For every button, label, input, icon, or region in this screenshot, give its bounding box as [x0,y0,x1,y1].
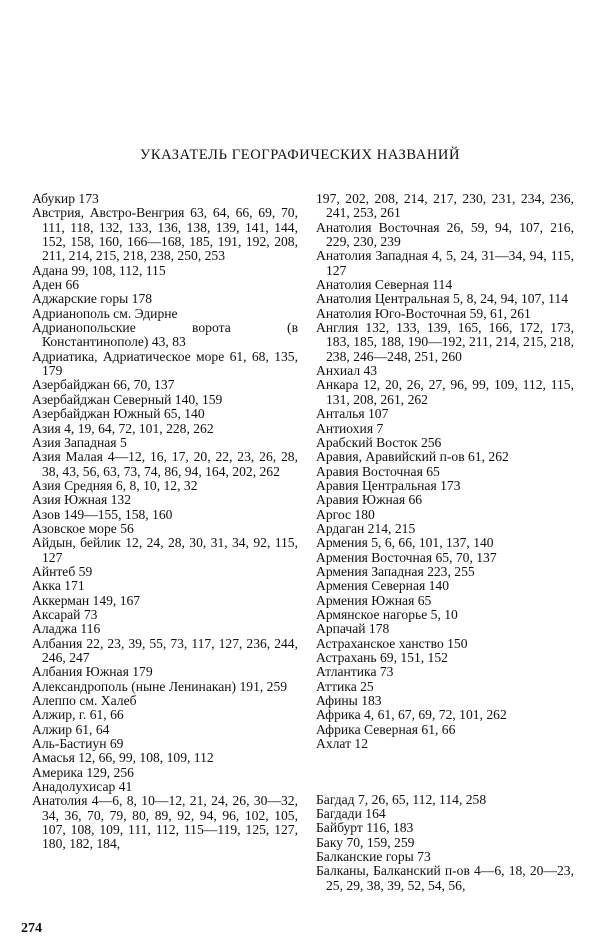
index-entry: Англия 132, 133, 139, 165, 166, 172, 173, 183, 185, 188, 190—192, 211, 214, 215, 218, 238, 246—248, 251, 260 [316,320,574,364]
index-entry: Аккерман 149, 167 [32,592,141,608]
index-entry: Албания 22, 23, 39, 55, 73, 117, 127, 236, 244, 246, 247 [32,635,298,665]
index-entry: Баку 70, 159, 259 [316,834,415,850]
index-entry: Аравия Южная 66 [316,492,423,508]
index-entry: Анадолухисар 41 [32,779,133,795]
index-entry: Астрахань 69, 151, 152 [316,650,448,665]
index-entry: Адриатика, Адриатическое море 61, 68, 135, 179 [32,348,298,379]
index-entry: Азия Малая 4—12, 16, 17, 20, 22, 23, 26, 28, 38, 43, 56, 63, 73, 74, 86, 94, 164, 202, 262 [32,449,298,479]
index-entry: Астраханское ханство 150 [316,635,468,651]
index-entry: Армения Восточная 65, 70, 137 [316,549,497,565]
index-entry: Алеппо см. Халеб [32,693,137,709]
index-entry: Аравия Восточная 65 [316,463,440,479]
index-entry: Анталья 107 [316,406,389,422]
index-entry: Анхиал 43 [316,363,378,379]
index-entry: Аден 66 [32,277,80,293]
index-entry: Анатолия Восточная 26, 59, 94, 107, 216, 229, 230, 239 [316,219,574,250]
index-entry: Айнтеб 59 [32,563,93,579]
index-entry: Балканские горы 73 [316,848,431,864]
index-entry: Австрия, Австро-Венгрия 63, 64, 66, 69, 70, 111, 118, 132, 133, 136, 138, 139, 141, 144, 152, 158, 160, 166—168, 185, 191, 192, 208, 211, 214, 215, 218, 238, 250, 253 [32,205,298,264]
index-entry: Армения 5, 6, 66, 101, 137, 140 [316,535,494,551]
index-entry: Аравия, Аравийский п-ов 61, 262 [316,449,509,465]
index-entry: Азербайджан 66, 70, 137 [32,377,175,393]
index-column-right [316,192,574,893]
index-entry: Багдад 7, 26, 65, 112, 114, 258 [316,791,487,807]
index-entry: Армения Южная 65 [316,592,432,608]
index-entry: Азербайджан Южный 65, 140 [32,406,205,422]
page-number: 274 [21,921,42,936]
index-entry: Аксарай 73 [32,606,98,622]
index-entry: Байбурт 116, 183 [316,820,414,836]
index-entry: Анкара 12, 20, 26, 27, 96, 99, 109, 112, 115, 131, 208, 261, 262 [316,377,574,407]
index-entry: 197, 202, 208, 214, 217, 230, 231, 234, 236, 241, 253, 261 [316,191,574,221]
index-entry: Азербайджан Северный 140, 159 [32,391,223,407]
index-entry: Армения Северная 140 [316,578,450,594]
index-entry: Азов 149—155, 158, 160 [32,506,173,522]
page-title: УКАЗАТЕЛЬ ГЕОГРАФИЧЕСКИХ НАЗВАНИЙ [139,147,461,163]
index-entry: Алжир 61, 64 [32,721,110,737]
index-entry: Анатолия Юго-Восточная 59, 61, 261 [316,305,531,321]
index-entry: Аджарские горы 178 [32,291,153,307]
index-entry: Албания Южная 179 [32,664,153,680]
index-column-left [32,192,298,852]
index-entry: Александрополь (ныне Ленинакан) 191, 259 [32,678,288,694]
index-entry: Анатолия Северная 114 [316,277,453,293]
index-entry: Анатолия Западная 4, 5, 24, 31—34, 94, 115, 127 [316,248,574,278]
index-entry: Армения Западная 223, 255 [316,563,475,579]
index-entry: Америка 129, 256 [32,764,134,780]
index-entry: Адана 99, 108, 112, 115 [32,262,166,278]
index-entry: Адрианопольские ворота (в Константинополе) 43, 83 [32,320,298,350]
index-entry: Адрианополь см. Эдирне [32,305,178,321]
index-entry: Афины 183 [316,693,382,709]
index-entry: Багдади 164 [316,805,386,821]
index-entry: Азия Южная 132 [32,492,131,508]
index-entry: Атлантика 73 [316,664,394,680]
index-entry: Аль-Бастиун 69 [32,736,124,752]
index-entry: Арпачай 178 [316,621,390,637]
index-entry: Азия 4, 19, 64, 72, 101, 228, 262 [32,420,214,436]
index-entry: Акка 171 [32,578,85,594]
index-entry: Армянское нагорье 5, 10 [316,606,458,622]
index-entry: Аравия Центральная 173 [316,477,461,493]
index-entry: Африка 4, 61, 67, 69, 72, 101, 262 [316,707,507,723]
index-entry: Алжир, г. 61, 66 [32,707,124,723]
index-entry: Аттика 25 [316,678,374,694]
index-entry: Ахлат 12 [316,736,369,752]
index-entry: Азия Западная 5 [32,434,127,450]
index-entry: Арабский Восток 256 [316,434,442,450]
index-entry: Аладжа 116 [32,621,101,637]
index-gap [316,765,574,779]
index-entry: Балканы, Балканский п-ов 4—6, 18, 20—23, 25, 29, 38, 39, 52, 54, 56, [316,863,574,893]
index-entry: Анатолия Центральная 5, 8, 24, 94, 107, 114 [316,291,569,307]
index-entry: Анатолия 4—6, 8, 10—12, 21, 24, 26, 30—32, 34, 36, 70, 79, 80, 89, 92, 94, 96, 102, 105, 107, 108, 109, 111, 112, 115—119, 125, 127, 180, 182, 184, [32,793,298,852]
index-entry: Айдын, бейлик 12, 24, 28, 30, 31, 34, 92, 115, 127 [32,535,298,565]
index-entry: Аргос 180 [316,506,375,522]
index-entry: Абукир 173 [32,191,99,206]
index-entry: Антиохия 7 [316,420,384,436]
index-entry: Азовское море 56 [32,520,134,536]
index-entry: Африка Северная 61, 66 [316,721,456,737]
index-entry: Ардаган 214, 215 [316,520,416,536]
index-entry: Азия Средняя 6, 8, 10, 12, 32 [32,477,198,493]
index-entry: Амасья 12, 66, 99, 108, 109, 112 [32,750,214,766]
